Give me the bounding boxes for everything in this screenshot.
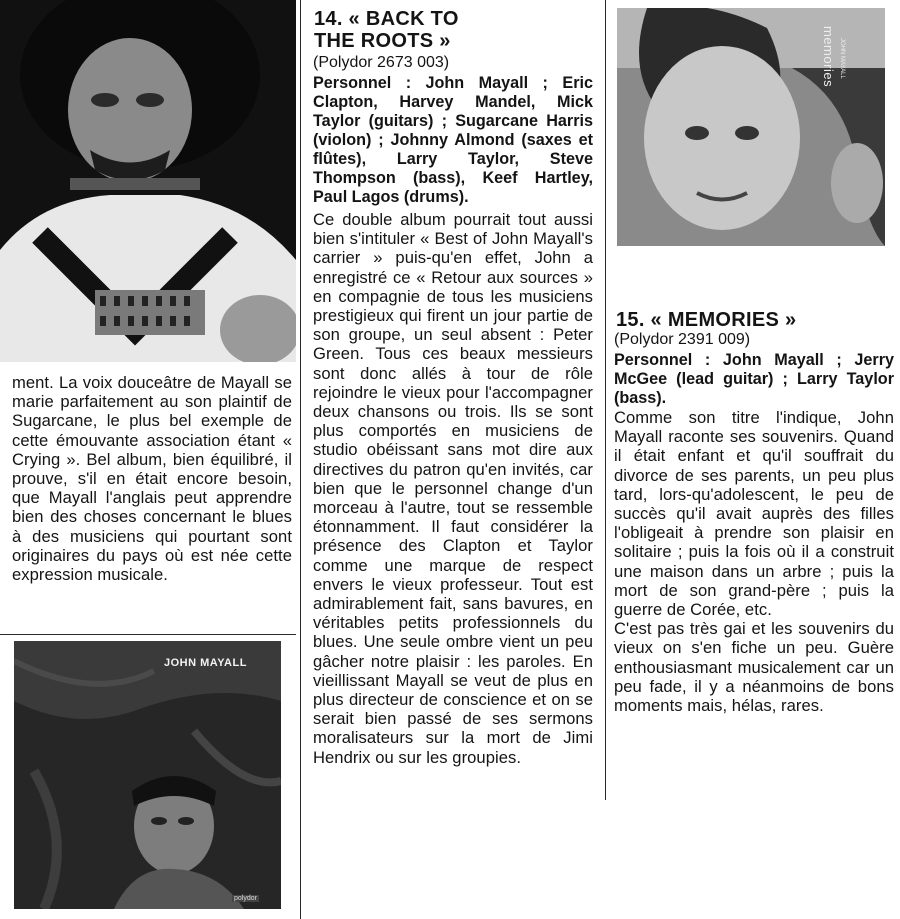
cover-small-credit: JOHN MAYALL bbox=[839, 38, 845, 79]
cover-label-logo: polydor bbox=[234, 895, 257, 902]
review-14-catalog: (Polydor 2673 003) bbox=[313, 54, 450, 71]
cover-vertical-title: memories bbox=[821, 26, 836, 88]
album-cover-back-to-the-roots bbox=[14, 641, 281, 909]
album-cover-memories bbox=[617, 8, 885, 246]
left-column-continuation bbox=[12, 373, 292, 584]
column-rule-left bbox=[300, 0, 301, 919]
review-14-personnel: Personnel : John Mayall ; Eric Clapton, Harvey Mandel, Mick Taylor (guitars) ; Sugarcane Harris (violon) ; Johnny Almond (saxes et flûtes), Larry Taylor, Steve Thompson (bass), Keef Hartley, Paul Lagos (drums). bbox=[313, 74, 593, 206]
continuation-paragraph: ment. La voix douceâtre de Mayall se marie parfaitement au son plaintif de Sugarcane, le plus bel exemple de cette émouvante association étant « Crying ». Bel album, bien équilibré, il prouve, s'il en était encore besoin, que Mayall l'anglais peut apprendre bien des choses concernant le blues à des musiciens qui pourtant sont originaires du pays où est née cette expression musicale. bbox=[12, 373, 292, 585]
review-15-paragraph-2: C'est pas très gai et les souvenirs du vieux on s'en fiche un peu. Guère enthousiasmant musicalement car un peu fade, il y a néanmoins de bons moments mais, hélas, rares. bbox=[614, 619, 894, 716]
photo-john-mayall-harmonica bbox=[0, 0, 296, 362]
review-14-heading: 14. « BACK TO THE ROOTS » bbox=[314, 8, 459, 52]
review-15-catalog: (Polydor 2391 009) bbox=[614, 331, 751, 348]
review-14-body bbox=[313, 210, 593, 767]
column-rule-right bbox=[605, 0, 606, 800]
review-15-personnel: Personnel : John Mayall ; Jerry McGee (lead guitar) ; Larry Taylor (bass). bbox=[614, 351, 894, 407]
left-column-divider bbox=[0, 634, 296, 635]
cover-artist-title: JOHN MAYALL bbox=[164, 657, 247, 669]
review-15-body bbox=[614, 408, 894, 715]
review-14-paragraph: Ce double album pourrait tout aussi bien s'intituler « Best of John Mayall's carrier » puis-qu'en effet, John a enregistré ce « Retour aux sources » en compagnie de tous les musiciens prestigieux qui firent un jour partie de son groupe, un seul absent : Peter Green. Tous ces beaux messieurs sont donc allés à tour de rôle rejoindre le vieux pour l'accompagner deux chansons ou trois. Ils se sont plus comportés en musiciens de studio obéissant sans mot dire aux directives du patron qu'en invités, car bien que le personnel change d'un morceau à l'autre, tout se ressemble étonnamment. Il faut considérer la présence des Clapton et Taylor comme une marque de respect envers le vieux professeur. Tout est admirablement fait, sans bavures, en véritables petits professionnels du blues. Une seule ombre vient un peu gâcher notre plaisir : les paroles. En vieillissant Mayall se veut de plus en plus directeur de conscience et on se serait bien passé de ses sermons moralisateurs sur la mort de Jimi Hendrix ou sur les groupies. bbox=[313, 210, 593, 767]
review-15-heading: 15. « MEMORIES » bbox=[616, 309, 797, 331]
review-15-paragraph-1: Comme son titre l'indique, John Mayall raconte ses souvenirs. Quand il était enfant et qu'il souffrait du divorce de ses parents, un peu plus tard, lors-qu'adolescent, le peu de succès qu'il avait auprès des filles l'obligeait à prendre son plaisir en solitaire ; puis la fois où il a construit une maison dans un arbre ; puis la mort de son grand-père ; puis la guerre de Corée, etc. bbox=[614, 408, 894, 620]
